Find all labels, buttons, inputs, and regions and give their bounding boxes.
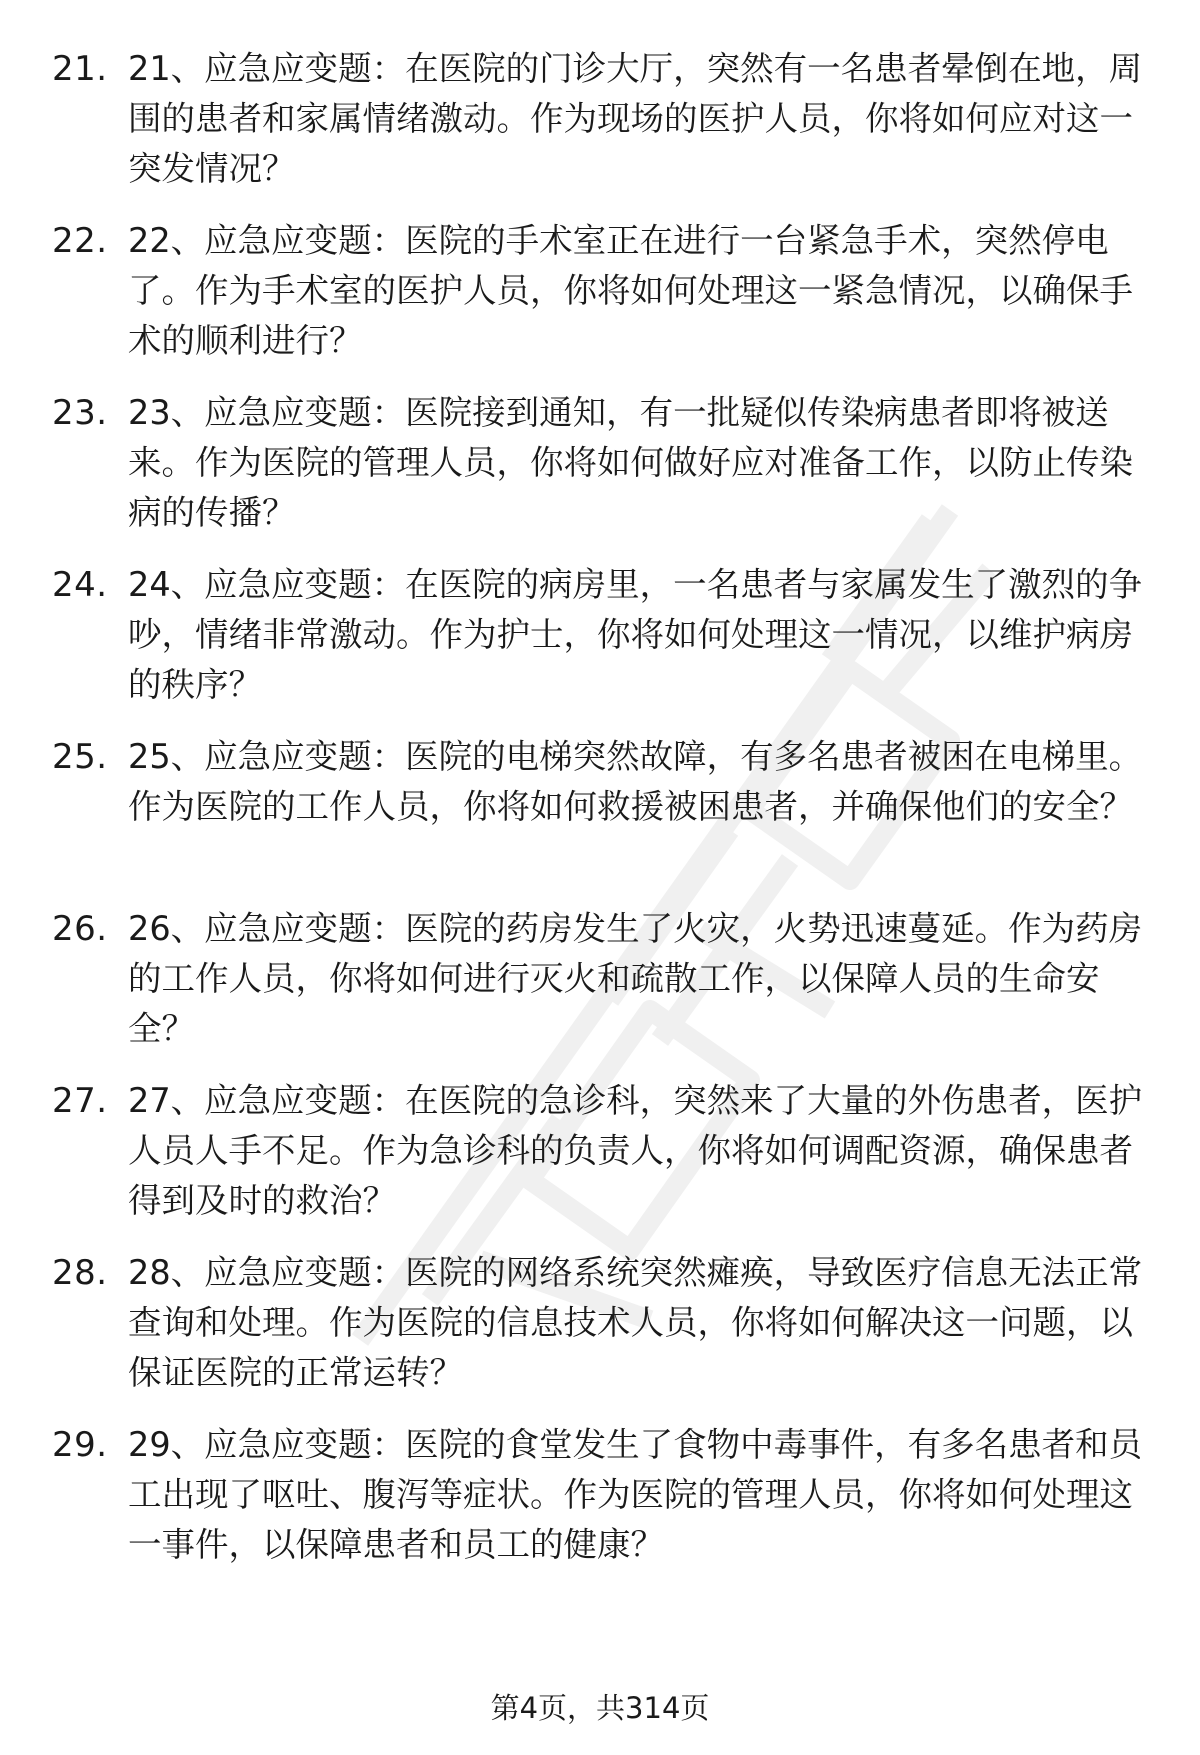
question-number: 26. [52,909,108,949]
question-text: 24、应急应变题：在医院的病房里，一名患者与家属发生了激烈的争吵，情绪非常激动。作为护士，你将如何处理这一情况，以维护病房的秩序？ [128,565,1143,704]
question-number: 22. [52,221,108,261]
question-text: 28、应急应变题：医院的网络系统突然瘫痪，导致医疗信息无法正常查询和处理。作为医院的信息技术人员，你将如何解决这一问题，以保证医院的正常运转？ [128,1253,1143,1392]
question-number: 28. [52,1253,108,1293]
question-item-25 [52,732,1152,904]
question-text: 21、应急应变题：在医院的门诊大厅，突然有一名患者晕倒在地，周围的患者和家属情绪激动。作为现场的医护人员，你将如何应对这一突发情况？ [128,49,1143,188]
page-footer: 第4页，共314页 [490,1691,710,1725]
question-item-29 [52,1420,1152,1592]
question-number: 27. [52,1081,108,1121]
question-item-21 [52,44,1152,216]
question-text: 26、应急应变题：医院的药房发生了火灾，火势迅速蔓延。作为药房的工作人员，你将如何进行灭火和疏散工作，以保障人员的生命安全？ [128,909,1143,1048]
question-text: 23、应急应变题：医院接到通知，有一批疑似传染病患者即将被送来。作为医院的管理人员，你将如何做好应对准备工作，以防止传染病的传播？ [128,393,1133,532]
question-item-28 [52,1248,1152,1420]
question-number: 29. [52,1425,108,1465]
question-item-26 [52,904,1152,1076]
question-text: 29、应急应变题：医院的食堂发生了食物中毒事件，有多名患者和员工出现了呕吐、腹泻等症状。作为医院的管理人员，你将如何处理这一事件，以保障患者和员工的健康？ [128,1425,1143,1564]
question-number: 24. [52,565,108,605]
question-item-24 [52,560,1152,732]
question-item-22 [52,216,1152,388]
question-text: 22、应急应变题：医院的手术室正在进行一台紧急手术，突然停电了。作为手术室的医护人员，你将如何处理这一紧急情况，以确保手术的顺利进行？ [128,221,1133,360]
question-number: 21. [52,49,108,89]
question-item-23 [52,388,1152,560]
question-list [52,44,1152,1592]
question-number: 23. [52,393,108,433]
question-text: 27、应急应变题：在医院的急诊科，突然来了大量的外伤患者，医护人员人手不足。作为急诊科的负责人，你将如何调配资源，确保患者得到及时的救治？ [128,1081,1143,1220]
question-item-27 [52,1076,1152,1248]
question-text: 25、应急应变题：医院的电梯突然故障，有多名患者被困在电梯里。作为医院的工作人员，你将如何救援被困患者，并确保他们的安全？ [128,737,1143,826]
question-number: 25. [52,737,108,777]
